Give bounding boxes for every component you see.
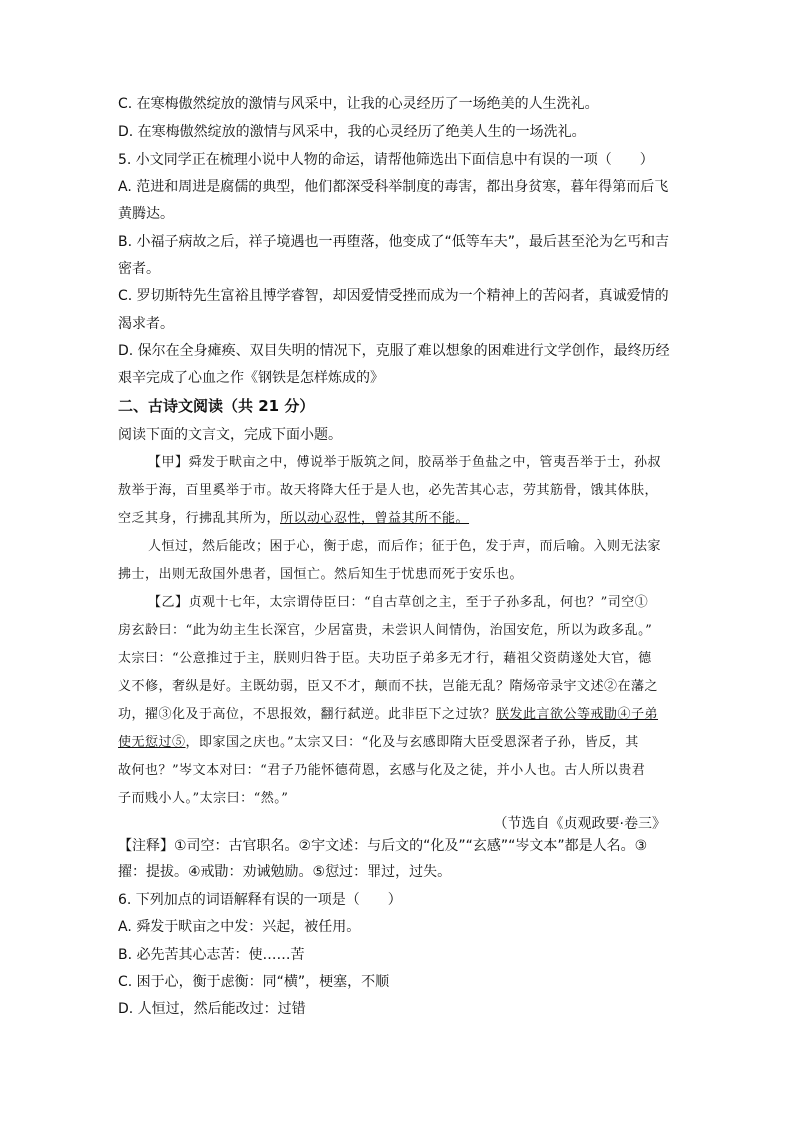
yi-line-2: 房玄龄曰：“此为幼主生长深宫，少居富贵，未尝识人间情伪，治国安危，所以为政多乱。”: [118, 623, 653, 638]
jia-line-2: 敖举于海，百里奚举于市。故天将降大任于是人也，必先苦其心志，劳其筋骨，饿其体肤，: [118, 483, 659, 498]
q5-stem: 5. 小文同学正在梳理小说中人物的命运，请帮他筛选出下面信息中有误的一项（ ）: [118, 152, 654, 168]
notes-line-2: 擢：提拔。④戒勖：劝诫勉励。⑤愆过：罪过，过失。: [118, 864, 452, 880]
q4-option-c: C. 在寒梅傲然绽放的激情与风采中，让我的心灵经历了一场绝美的人生洗礼。: [118, 96, 599, 112]
notes-line-1: 【注释】①司空：古官职名。②宇文述：与后文的“化及”“玄感”“岑文本”都是人名。③: [118, 838, 648, 854]
jia-line-3: 空乏其身，行拂乱其所为，所以动心忍性，曾益其所不能。: [118, 511, 470, 526]
yi-underlined-sentence: 朕发此言欲公等戒勖④子弟: [496, 707, 659, 722]
q5-option-d: D. 保尔在全身瘫痪、双目失明的情况下，克服了难以想象的困难进行文学创作，最终历经: [118, 343, 670, 359]
q5-option-b: B. 小福子病故之后，祥子境遇也一再堕落，他变成了“低等车夫”，最后甚至沦为乞丐和吉: [118, 234, 670, 250]
yi-line-8: 子而贱小人。”太宗曰：“然。”: [118, 791, 289, 806]
q6-option-a: A. 舜发于畎亩之中发：兴起，被任用。: [118, 919, 361, 935]
yi-line-1: 【乙】贞观十七年，太宗谓侍臣曰：“自古草创之主，至于子孙多乱，何也？”司空①: [148, 595, 649, 610]
yi-line-4: 义不修，奢纵是好。主既幼弱，臣又不才，颠而不扶，岂能无乱？隋炀帝录宇文述②在藩之: [118, 679, 659, 694]
section-2-title: 二、古诗文阅读（共 21 分）: [118, 397, 315, 415]
source-citation: （节选自《贞观政要·卷三》: [493, 816, 666, 832]
q5-option-c-cont: 渴求者。: [118, 316, 174, 332]
q5-option-a-cont: 黄腾达。: [118, 206, 174, 222]
q6-option-d: D. 人恒过，然后能改过：过错: [118, 1001, 306, 1017]
yi-line-6: 使无愆过⑤，即家国之庆也。”太宗又曰：“化及与玄感即隋大臣受恩深者子孙，皆反，其: [118, 735, 639, 750]
jia-line-4: 人恒过，然后能改；困于心，衡于虑，而后作；征于色，发于声，而后喻。入则无法家: [148, 539, 662, 554]
q5-option-c: C. 罗切斯特先生富裕且博学睿智，却因爱情受挫而成为一个精神上的苦闷者，真诚爱情的: [118, 288, 669, 304]
q5-option-b-cont: 密者。: [118, 261, 160, 277]
jia-line-1: 【甲】舜发于畎亩之中，傅说举于版筑之间，胶鬲举于鱼盐之中，管夷吾举于士，孙叔: [148, 455, 662, 470]
jia-underlined-sentence: 所以动心忍性，曾益其所不能。: [280, 511, 470, 526]
q5-option-a: A. 范进和周进是腐儒的典型，他们都深受科举制度的毒害，都出身贫寒，暮年得第而后飞: [118, 179, 669, 195]
yi-line-7: 故何也？”岑文本对曰：“君子乃能怀德荷恩，玄感与化及之徒，并小人也。古人所以贵君: [118, 763, 646, 778]
q4-option-d: D. 在寒梅傲然绽放的激情与风采中，我的心灵经历了绝美人生的一场洗礼。: [118, 124, 586, 140]
q6-stem: 6. 下列加点的词语解释有误的一项是（ ）: [118, 892, 402, 908]
jia-line-5: 拂士，出则无敌国外患者，国恒亡。然后知生于忧患而死于安乐也。: [118, 567, 524, 582]
yi-line-3: 太宗曰：“公意推过于主，朕则归咎于臣。夫功臣子弟多无才行，藉祖父资荫遂处大官，德: [118, 651, 652, 666]
section-2-instruction: 阅读下面的文言文，完成下面小题。: [118, 427, 342, 443]
q6-option-b: B. 必先苦其心志苦：使……苦: [118, 947, 305, 963]
q6-option-c: C. 困于心，衡于虑衡：同“横”，梗塞，不顺: [118, 974, 390, 990]
q5-option-d-cont: 艰辛完成了心血之作《钢铁是怎样炼成的》: [118, 370, 384, 386]
yi-underlined-sentence-cont: 使无愆过⑤: [118, 735, 186, 750]
yi-line-5: 功，擢③化及于高位，不思报效，翻行弑逆。此非臣下之过欤？朕发此言欲公等戒勖④子弟: [118, 707, 659, 722]
